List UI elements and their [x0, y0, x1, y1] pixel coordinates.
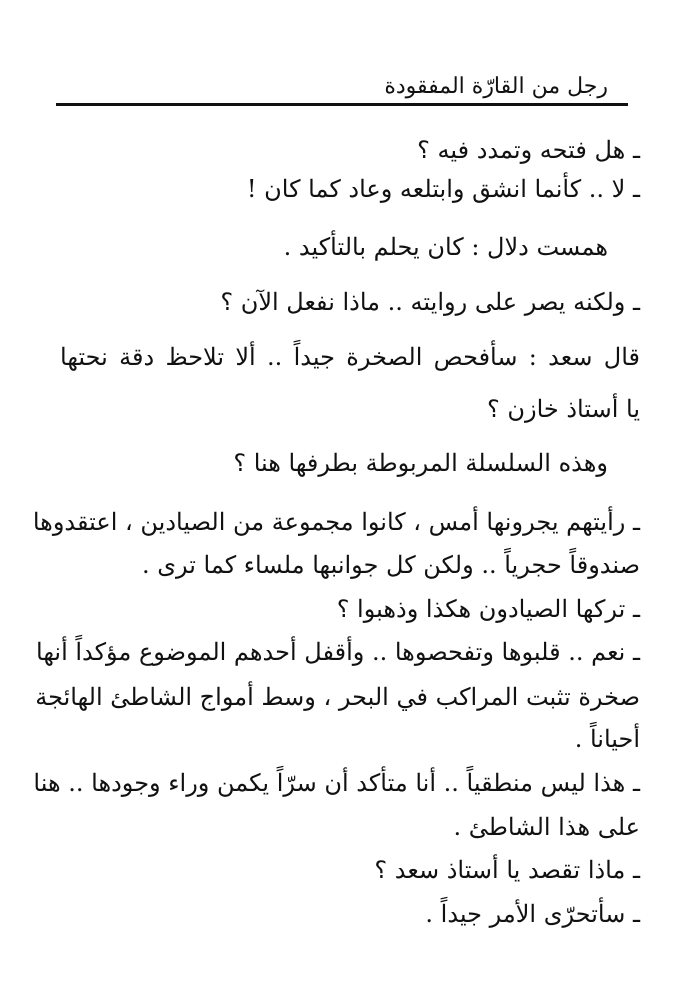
- running-header-title: رجل من القارّة المفقودة: [384, 74, 608, 99]
- header-rule: [56, 103, 628, 106]
- text-line-2: ـ لا .. كأنما انشق وابتلعه وعاد كما كان !: [246, 175, 640, 203]
- text-line-9: صندوقاً حجرياً .. ولكن كل جوانبها ملساء كما ترى .: [141, 551, 640, 579]
- text-line-3: همست دلال : كان يحلم بالتأكيد .: [283, 233, 608, 261]
- text-line-11: ـ نعم .. قلبوها وتفحصوها .. وأقفل أحدهم الموضوع مؤكداً أنها: [36, 638, 640, 666]
- text-line-13: أحياناً .: [574, 725, 640, 753]
- text-line-6: يا أستاذ خازن ؟: [487, 395, 640, 423]
- text-line-12: صخرة تثبت المراكب في البحر ، وسط أمواج الشاطئ الهائجة: [35, 683, 640, 711]
- text-line-7: وهذه السلسلة المربوطة بطرفها هنا ؟: [233, 449, 608, 477]
- text-line-16: ـ ماذا تقصد يا أستاذ سعد ؟: [374, 856, 640, 884]
- text-line-14: ـ هذا ليس منطقياً .. أنا متأكد أن سرّاً يكمن وراء وجودها .. هنا: [33, 769, 640, 797]
- text-line-5: قال سعد : سأفحص الصخرة جيداً .. ألا تلاحظ دقة نحتها: [60, 343, 640, 371]
- text-line-4: ـ ولكنه يصر على روايته .. ماذا نفعل الآن ؟: [220, 288, 640, 316]
- text-line-15: على هذا الشاطئ .: [453, 813, 640, 841]
- text-line-10: ـ تركها الصيادون هكذا وذهبوا ؟: [336, 595, 640, 623]
- text-line-17: ـ سأتحرّى الأمر جيداً .: [425, 900, 640, 928]
- text-line-8: ـ رأيتهم يجرونها أمس ، كانوا مجموعة من الصيادين ، اعتقدوها: [32, 508, 640, 536]
- text-line-1: ـ هل فتحه وتمدد فيه ؟: [417, 136, 640, 164]
